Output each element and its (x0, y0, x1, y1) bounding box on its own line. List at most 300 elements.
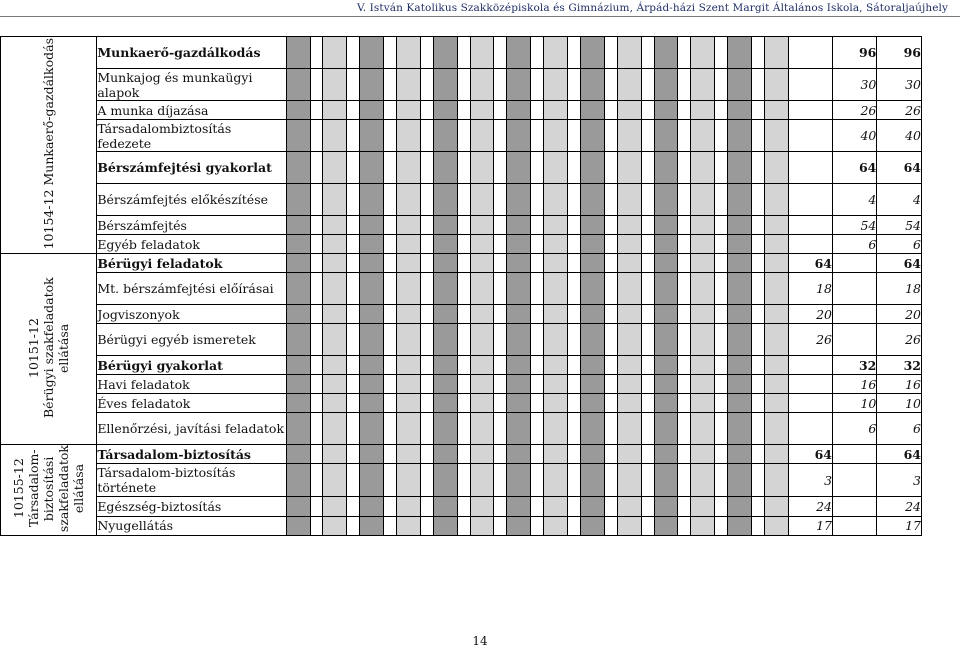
grid-cell (457, 356, 470, 375)
grid-cell (397, 254, 421, 273)
grid-cell (470, 516, 494, 535)
grid-cell (347, 152, 360, 184)
grid-cell (323, 235, 347, 254)
grid-cell (507, 37, 531, 69)
grid-cell (691, 305, 715, 324)
grid-cell (654, 445, 678, 464)
grid-cell (323, 152, 347, 184)
module-label-line: szakfeladatok (56, 445, 72, 533)
grid-cell (641, 235, 654, 254)
grid-cell (654, 324, 678, 356)
grid-cell (580, 254, 604, 273)
grid-cell (617, 305, 641, 324)
grid-cell (323, 356, 347, 375)
grid-cell (310, 413, 323, 445)
grid-cell (751, 375, 764, 394)
hours-cell: 30 (833, 69, 877, 101)
grid-cell (654, 101, 678, 120)
grid-cell (384, 69, 397, 101)
total-hours-cell: 18 (877, 273, 922, 305)
grid-cell (531, 69, 544, 101)
grid-cell (347, 305, 360, 324)
grid-cell (494, 356, 507, 375)
header-divider (0, 16, 960, 17)
module-label (11, 445, 86, 532)
grid-cell (764, 101, 788, 120)
grid-cell (347, 516, 360, 535)
module-label-line: Bérügyi szakfeladatok ellátása (41, 277, 72, 418)
grid-cell (531, 356, 544, 375)
grid-cell (286, 273, 310, 305)
total-hours-cell: 24 (877, 497, 922, 516)
grid-cell (360, 516, 384, 535)
grid-cell (494, 37, 507, 69)
grid-cell (641, 445, 654, 464)
grid-cell (580, 216, 604, 235)
grid-cell (567, 235, 580, 254)
grid-cell (567, 120, 580, 152)
table-row (1, 324, 922, 356)
page-number: 14 (472, 634, 488, 648)
grid-cell (310, 464, 323, 497)
grid-cell (360, 324, 384, 356)
hours-cell (788, 184, 832, 216)
grid-cell (567, 516, 580, 535)
grid-cell (531, 120, 544, 152)
grid-cell (715, 375, 728, 394)
grid-cell (617, 101, 641, 120)
grid-cell (531, 152, 544, 184)
grid-cell (715, 324, 728, 356)
grid-cell (347, 120, 360, 152)
grid-cell (641, 394, 654, 413)
grid-cell (617, 375, 641, 394)
grid-cell (715, 394, 728, 413)
grid-cell (531, 394, 544, 413)
grid-cell (494, 69, 507, 101)
subject-cell: Mt. bérszámfejtési előírásai (97, 273, 286, 305)
grid-cell (617, 254, 641, 273)
grid-cell (420, 413, 433, 445)
grid-cell (397, 394, 421, 413)
grid-cell (507, 305, 531, 324)
table-row (1, 497, 922, 516)
hours-cell (833, 464, 877, 497)
grid-cell (507, 235, 531, 254)
grid-cell (384, 120, 397, 152)
grid-cell (457, 497, 470, 516)
table-row (1, 516, 922, 535)
grid-cell (715, 445, 728, 464)
grid-cell (678, 152, 691, 184)
grid-cell (470, 464, 494, 497)
grid-cell (691, 152, 715, 184)
grid-cell (433, 464, 457, 497)
subject-cell: Társadalom-biztosítás (97, 445, 286, 464)
grid-cell (397, 356, 421, 375)
grid-cell (457, 69, 470, 101)
subject-cell: Bérügyi egyéb ismeretek (97, 324, 286, 356)
grid-cell (567, 152, 580, 184)
grid-cell (715, 120, 728, 152)
grid-cell (567, 216, 580, 235)
grid-cell (691, 101, 715, 120)
grid-cell (654, 37, 678, 69)
grid-cell (678, 356, 691, 375)
grid-cell (751, 464, 764, 497)
grid-cell (420, 69, 433, 101)
grid-cell (420, 497, 433, 516)
grid-cell (764, 394, 788, 413)
grid-cell (384, 273, 397, 305)
grid-cell (678, 216, 691, 235)
grid-cell (433, 305, 457, 324)
grid-cell (286, 216, 310, 235)
module-label (26, 253, 71, 443)
grid-cell (678, 305, 691, 324)
grid-cell (751, 152, 764, 184)
grid-cell (654, 497, 678, 516)
grid-cell (286, 497, 310, 516)
hours-cell: 18 (788, 273, 832, 305)
grid-cell (507, 394, 531, 413)
total-hours-cell: 10 (877, 394, 922, 413)
grid-cell (494, 305, 507, 324)
grid-cell (678, 184, 691, 216)
grid-cell (654, 356, 678, 375)
grid-cell (544, 324, 568, 356)
grid-cell (580, 497, 604, 516)
grid-cell (347, 184, 360, 216)
grid-cell (360, 394, 384, 413)
grid-cell (641, 305, 654, 324)
grid-cell (715, 516, 728, 535)
grid-cell (384, 516, 397, 535)
grid-cell (728, 152, 752, 184)
grid-cell (470, 152, 494, 184)
grid-cell (678, 394, 691, 413)
grid-cell (691, 235, 715, 254)
grid-cell (544, 413, 568, 445)
grid-cell (347, 497, 360, 516)
grid-cell (470, 413, 494, 445)
grid-cell (715, 37, 728, 69)
grid-cell (457, 394, 470, 413)
table-row (1, 152, 922, 184)
grid-cell (360, 101, 384, 120)
grid-cell (544, 394, 568, 413)
grid-cell (531, 101, 544, 120)
grid-cell (507, 324, 531, 356)
grid-cell (567, 273, 580, 305)
total-hours-cell: 54 (877, 216, 922, 235)
hours-cell: 64 (788, 254, 832, 273)
subject-cell: Munkaerő-gazdálkodás (97, 37, 286, 69)
grid-cell (751, 356, 764, 375)
grid-cell (310, 235, 323, 254)
grid-cell (751, 445, 764, 464)
grid-cell (384, 235, 397, 254)
grid-cell (433, 120, 457, 152)
grid-cell (397, 375, 421, 394)
grid-cell (457, 375, 470, 394)
grid-cell (604, 413, 617, 445)
grid-cell (691, 37, 715, 69)
grid-cell (678, 101, 691, 120)
grid-cell (751, 216, 764, 235)
grid-cell (347, 324, 360, 356)
subject-cell: Bérügyi gyakorlat (97, 356, 286, 375)
grid-cell (567, 101, 580, 120)
grid-cell (544, 101, 568, 120)
grid-cell (457, 324, 470, 356)
grid-cell (384, 101, 397, 120)
grid-cell (457, 216, 470, 235)
grid-cell (751, 516, 764, 535)
grid-cell (531, 445, 544, 464)
grid-cell (384, 184, 397, 216)
grid-cell (494, 120, 507, 152)
grid-cell (567, 413, 580, 445)
grid-cell (604, 152, 617, 184)
grid-cell (654, 273, 678, 305)
grid-cell (604, 184, 617, 216)
grid-cell (397, 324, 421, 356)
grid-cell (384, 216, 397, 235)
grid-cell (507, 101, 531, 120)
grid-cell (751, 37, 764, 69)
grid-cell (323, 516, 347, 535)
grid-cell (641, 324, 654, 356)
grid-cell (617, 356, 641, 375)
grid-cell (751, 394, 764, 413)
grid-cell (286, 184, 310, 216)
grid-cell (507, 152, 531, 184)
grid-cell (531, 305, 544, 324)
grid-cell (580, 375, 604, 394)
grid-cell (751, 184, 764, 216)
grid-cell (728, 413, 752, 445)
grid-cell (494, 101, 507, 120)
grid-cell (384, 254, 397, 273)
grid-cell (678, 69, 691, 101)
grid-cell (286, 69, 310, 101)
grid-cell (420, 324, 433, 356)
grid-cell (764, 445, 788, 464)
grid-cell (604, 101, 617, 120)
grid-cell (617, 184, 641, 216)
grid-cell (580, 394, 604, 413)
grid-cell (531, 273, 544, 305)
grid-cell (397, 216, 421, 235)
subject-cell: Jogviszonyok (97, 305, 286, 324)
grid-cell (617, 324, 641, 356)
grid-cell (347, 273, 360, 305)
grid-cell (470, 445, 494, 464)
total-hours-cell: 16 (877, 375, 922, 394)
grid-cell (544, 445, 568, 464)
grid-cell (728, 120, 752, 152)
grid-cell (691, 413, 715, 445)
grid-cell (641, 254, 654, 273)
grid-cell (678, 375, 691, 394)
grid-cell (544, 273, 568, 305)
grid-cell (654, 254, 678, 273)
grid-cell (494, 152, 507, 184)
grid-cell (286, 235, 310, 254)
grid-cell (384, 152, 397, 184)
grid-cell (286, 445, 310, 464)
grid-cell (323, 273, 347, 305)
grid-cell (544, 216, 568, 235)
grid-cell (580, 445, 604, 464)
grid-cell (544, 120, 568, 152)
grid-cell (715, 152, 728, 184)
grid-cell (384, 375, 397, 394)
grid-cell (457, 305, 470, 324)
grid-cell (433, 497, 457, 516)
grid-cell (433, 356, 457, 375)
module-label (41, 38, 56, 249)
grid-cell (617, 152, 641, 184)
grid-cell (397, 464, 421, 497)
grid-cell (641, 375, 654, 394)
subject-cell: Bérügyi feladatok (97, 254, 286, 273)
grid-cell (457, 37, 470, 69)
hours-cell: 40 (833, 120, 877, 152)
total-hours-cell: 40 (877, 120, 922, 152)
grid-cell (764, 184, 788, 216)
total-hours-cell: 20 (877, 305, 922, 324)
grid-cell (617, 516, 641, 535)
grid-cell (580, 101, 604, 120)
grid-cell (420, 101, 433, 120)
grid-cell (323, 324, 347, 356)
grid-cell (617, 37, 641, 69)
grid-cell (691, 120, 715, 152)
grid-cell (457, 445, 470, 464)
grid-cell (420, 273, 433, 305)
grid-cell (604, 464, 617, 497)
grid-cell (470, 101, 494, 120)
grid-cell (310, 37, 323, 69)
hours-cell: 10 (833, 394, 877, 413)
grid-cell (384, 464, 397, 497)
grid-cell (604, 516, 617, 535)
grid-cell (604, 235, 617, 254)
grid-cell (420, 37, 433, 69)
grid-cell (397, 235, 421, 254)
grid-cell (531, 324, 544, 356)
grid-cell (654, 69, 678, 101)
subject-cell: Bérszámfejtés (97, 216, 286, 235)
grid-cell (654, 394, 678, 413)
grid-cell (580, 413, 604, 445)
grid-cell (567, 464, 580, 497)
grid-cell (347, 375, 360, 394)
hours-cell: 54 (833, 216, 877, 235)
grid-cell (764, 497, 788, 516)
grid-cell (347, 394, 360, 413)
grid-cell (360, 120, 384, 152)
grid-cell (384, 305, 397, 324)
grid-cell (310, 184, 323, 216)
hours-cell: 20 (788, 305, 832, 324)
grid-cell (494, 464, 507, 497)
grid-cell (420, 445, 433, 464)
grid-cell (654, 216, 678, 235)
grid-cell (507, 356, 531, 375)
grid-cell (531, 413, 544, 445)
subject-cell: Egyéb feladatok (97, 235, 286, 254)
grid-cell (360, 37, 384, 69)
table-row (1, 254, 922, 273)
grid-cell (544, 254, 568, 273)
module-label-line: biztosítási (41, 456, 57, 521)
grid-cell (751, 497, 764, 516)
grid-cell (715, 273, 728, 305)
grid-cell (580, 273, 604, 305)
grid-cell (397, 120, 421, 152)
grid-cell (433, 152, 457, 184)
grid-cell (470, 37, 494, 69)
grid-cell (654, 464, 678, 497)
grid-cell (310, 216, 323, 235)
grid-cell (531, 464, 544, 497)
hours-cell: 4 (833, 184, 877, 216)
grid-cell (347, 235, 360, 254)
grid-cell (310, 497, 323, 516)
subject-cell: Éves feladatok (97, 394, 286, 413)
grid-cell (470, 497, 494, 516)
grid-cell (617, 497, 641, 516)
grid-cell (751, 413, 764, 445)
grid-cell (764, 37, 788, 69)
grid-cell (751, 101, 764, 120)
hours-cell (788, 235, 832, 254)
grid-cell (286, 464, 310, 497)
grid-cell (310, 254, 323, 273)
grid-cell (764, 375, 788, 394)
grid-cell (384, 394, 397, 413)
hours-cell (788, 356, 832, 375)
grid-cell (691, 464, 715, 497)
grid-cell (360, 254, 384, 273)
curriculum-table (0, 36, 922, 536)
grid-cell (751, 305, 764, 324)
table-row (1, 101, 922, 120)
grid-cell (544, 464, 568, 497)
grid-cell (567, 445, 580, 464)
hours-cell (833, 273, 877, 305)
total-hours-cell: 30 (877, 69, 922, 101)
grid-cell (360, 413, 384, 445)
total-hours-cell: 6 (877, 235, 922, 254)
grid-cell (764, 69, 788, 101)
grid-cell (433, 394, 457, 413)
grid-cell (728, 273, 752, 305)
grid-cell (494, 184, 507, 216)
module-cell-m1 (1, 37, 97, 254)
grid-cell (617, 120, 641, 152)
grid-cell (384, 445, 397, 464)
page-header: V. István Katolikus Szakközépiskola és Gimnázium, Árpád-házi Szent Margit Általános Iskola, Sátoraljaújhely (356, 2, 948, 14)
grid-cell (531, 516, 544, 535)
grid-cell (751, 69, 764, 101)
grid-cell (494, 273, 507, 305)
grid-cell (580, 184, 604, 216)
module-cell-m2 (1, 254, 97, 445)
